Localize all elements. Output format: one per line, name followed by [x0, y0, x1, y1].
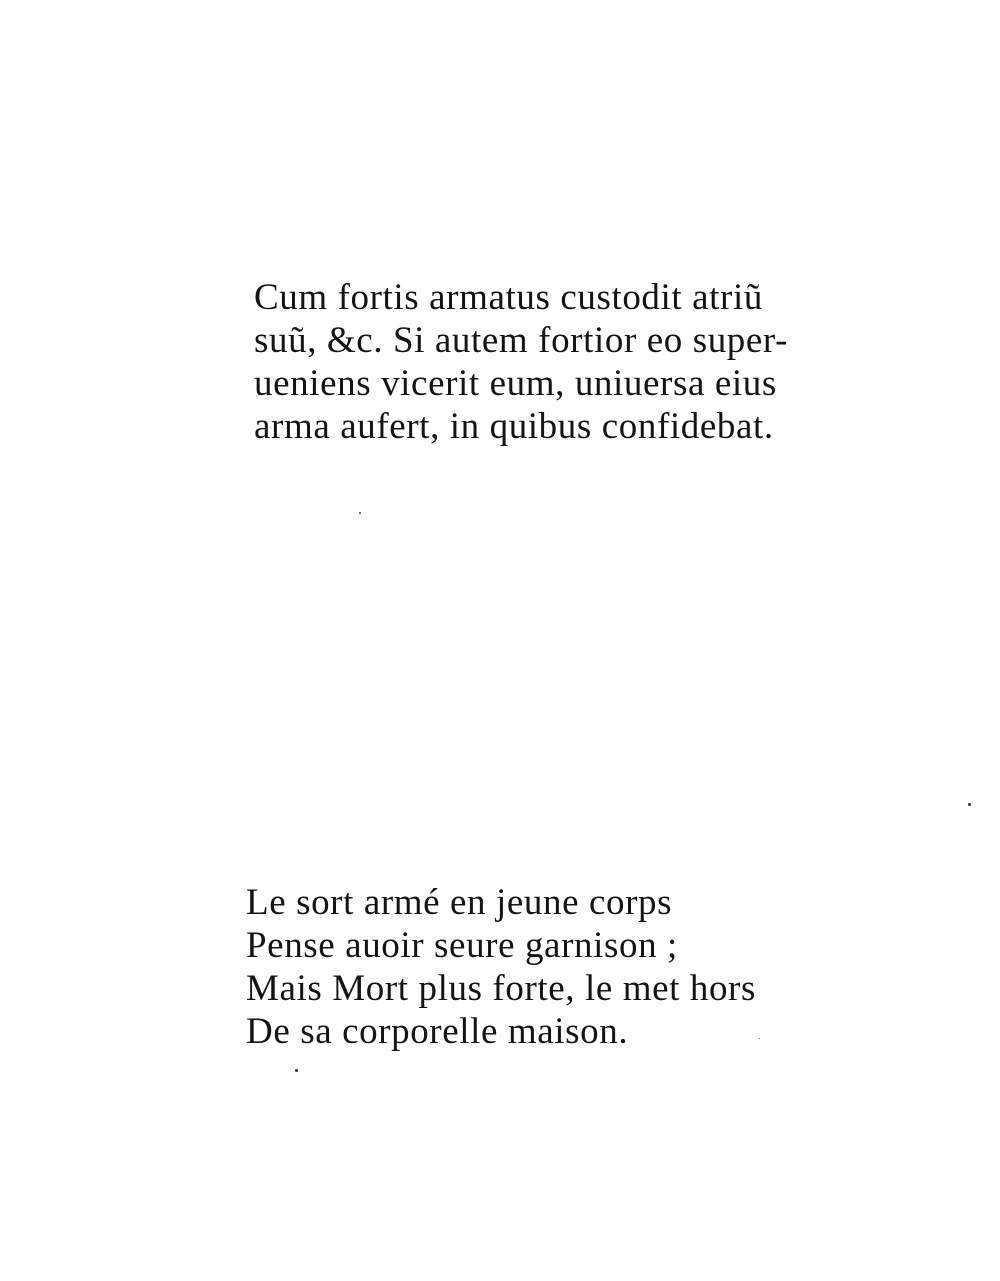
paper-speck: [968, 803, 971, 806]
french-verse-block: [246, 881, 886, 1053]
latin-line: Cum fortis armatus custodit atriũ: [254, 277, 763, 318]
latin-text-block: [254, 276, 894, 448]
paper-speck: [295, 1069, 298, 1072]
latin-line: arma aufert, in quibus confidebat.: [254, 406, 774, 447]
verse-line: Le sort armé en jeune corps: [246, 882, 673, 923]
verse-line: Mais Mort plus forte, le met hors: [246, 968, 756, 1009]
verse-line: Pense auoir seure garnison ;: [246, 925, 678, 966]
paper-speck: [759, 1038, 760, 1039]
latin-line: suũ, &c. Si autem fortior eo super-: [254, 320, 789, 361]
latin-line: ueniens vicerit eum, uniuersa eius: [254, 363, 777, 404]
paper-speck: [359, 512, 361, 514]
verse-line: De sa corporelle maison.: [246, 1011, 629, 1052]
